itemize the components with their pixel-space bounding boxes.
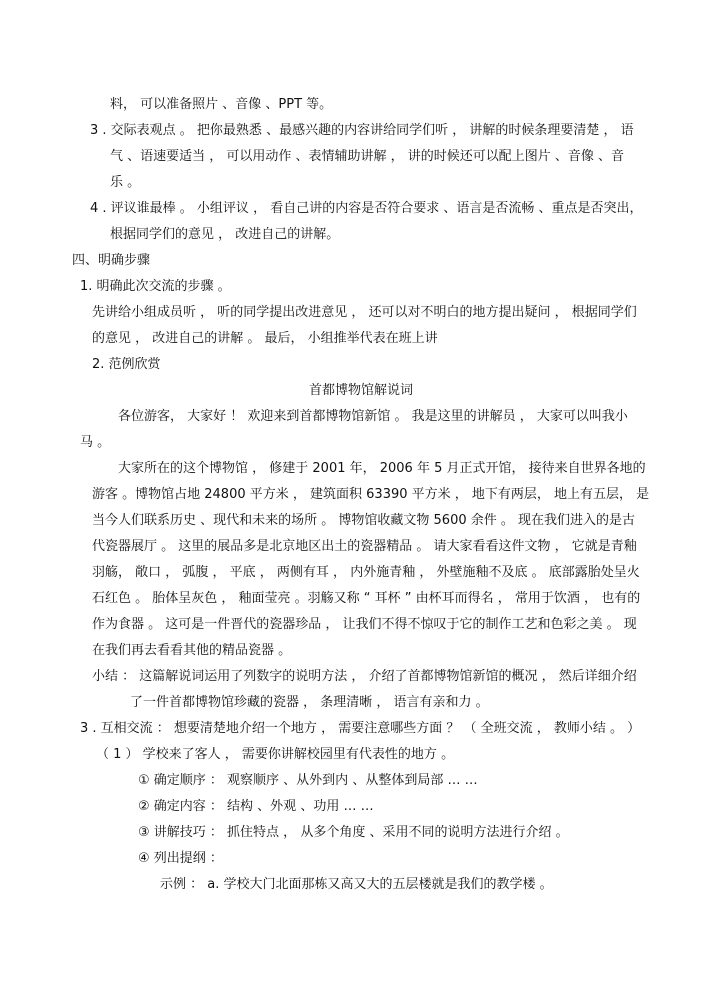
text-line: 气 、语速要适当 ， 可以用动作 、表情辅助讲解 ， 讲的时候还可以配上图片 、音像 、音 (110, 149, 625, 164)
article-line: 在我们再去看看其他的精品瓷器 。 (92, 643, 292, 658)
sub-heading: 2. 范例欣赏 (92, 357, 161, 372)
step-item-2: ② 确定内容 ： 结构 、外观 、功用 … … (138, 799, 374, 814)
step-item-3: ③ 讲解技巧 ： 抓住特点 ， 从多个角度 、采用不同的说明方法进行介绍 。 (138, 825, 569, 840)
text-line: 乐 。 (110, 175, 141, 190)
example-line: 示例 ： a. 学校大门北面那栋又高又大的五层楼就是我们的教学楼 。 (160, 877, 553, 892)
sub-heading: 1. 明确此次交流的步骤 。 (80, 279, 231, 294)
article-line: 代瓷器展厅 。 这里的展品多是北京地区出土的瓷器精品 。 请大家看看这件文物 ， 它就是青釉 (92, 539, 637, 554)
article-line: 当今人们联系历史 、现代和未来的场所 。 博物馆收藏文物 5600 余件 。 现在我们进入的是古 (92, 513, 636, 528)
list-item-4: 4 . 评议谁最棒 。 小组评议 ， 看自己讲的内容是否符合要求 、语言是否流畅 、重点是否突出， (90, 201, 643, 216)
question-line: （ 1 ） 学校来了客人 ， 需要你讲解校园里有代表性的地方 。 (96, 747, 455, 762)
section-heading: 四、明确步骤 (72, 253, 151, 268)
list-item-3: 3 . 交际表观点 。 把你最熟悉 、最感兴趣的内容讲给同学们听 ， 讲解的时候条理要清楚 ， 语 (90, 123, 634, 138)
article-line: 马 。 (80, 435, 111, 450)
sub-heading: 3 . 互相交流 ： 想要清楚地介绍一个地方 ， 需要注意哪些方面 ？ （ 全班交流 ， 教师小结 。 ） (80, 721, 641, 736)
step-item-4: ④ 列出提纲 ： (138, 851, 223, 866)
paragraph-line: 先讲给小组成员听 ， 听的同学提出改进意见 ， 还可以对不明白的地方提出疑问 ， 根据同学们 (92, 305, 637, 320)
article-line: 各位游客， 大家好 ！ 欢迎来到首都博物馆新馆 。 我是这里的讲解员 ， 大家可以叫我小 (118, 409, 628, 424)
article-title: 首都博物馆解说词 (308, 383, 413, 398)
article-line: 游客 。博物馆占地 24800 平方米 ， 建筑面积 63390 平方米 ， 地下有两层， 地上有五层， 是 (92, 487, 650, 502)
article-line: 大家所在的这个博物馆 ， 修建于 2001 年， 2006 年 5 月正式开馆， 接待来自世界各地的 (118, 461, 646, 476)
article-line: 作为食器 。 这可是一件晋代的瓷器珍品 ， 让我们不得不惊叹于它的制作工艺和色彩之美 。 现 (92, 617, 637, 632)
summary-line: 小结 ： 这篇解说词运用了列数字的说明方法 ， 介绍了首都博物馆新馆的概况 ， 然后详细介绍 (92, 669, 637, 684)
paragraph-line: 的意见 ， 改进自己的讲解 。 最后， 小组推举代表在班上讲 (92, 331, 438, 346)
summary-line: 了一件首都博物馆珍藏的瓷器 ， 条理清晰 ， 语言有亲和力 。 (130, 695, 489, 710)
article-line: 羽觞， 敞口 ， 弧腹 ， 平底 ， 两侧有耳 ， 内外施青釉 ， 外壁施釉不及底 。 底部露胎处呈火 (92, 565, 640, 580)
text-line: 根据同学们的意见 ， 改进自己的讲解。 (110, 227, 340, 242)
article-line: 石红色 。 胎体呈灰色 ， 釉面莹亮 。羽觞又称 “ 耳杯 ” 由杯耳而得名 ， 常用于饮酒 ， 也有的 (92, 591, 641, 606)
text-line: 料， 可以准备照片 、音像 、PPT 等。 (110, 97, 333, 112)
step-item-1: ① 确定顺序 ： 观察顺序 、从外到内 、从整体到局部 … … (138, 773, 478, 788)
